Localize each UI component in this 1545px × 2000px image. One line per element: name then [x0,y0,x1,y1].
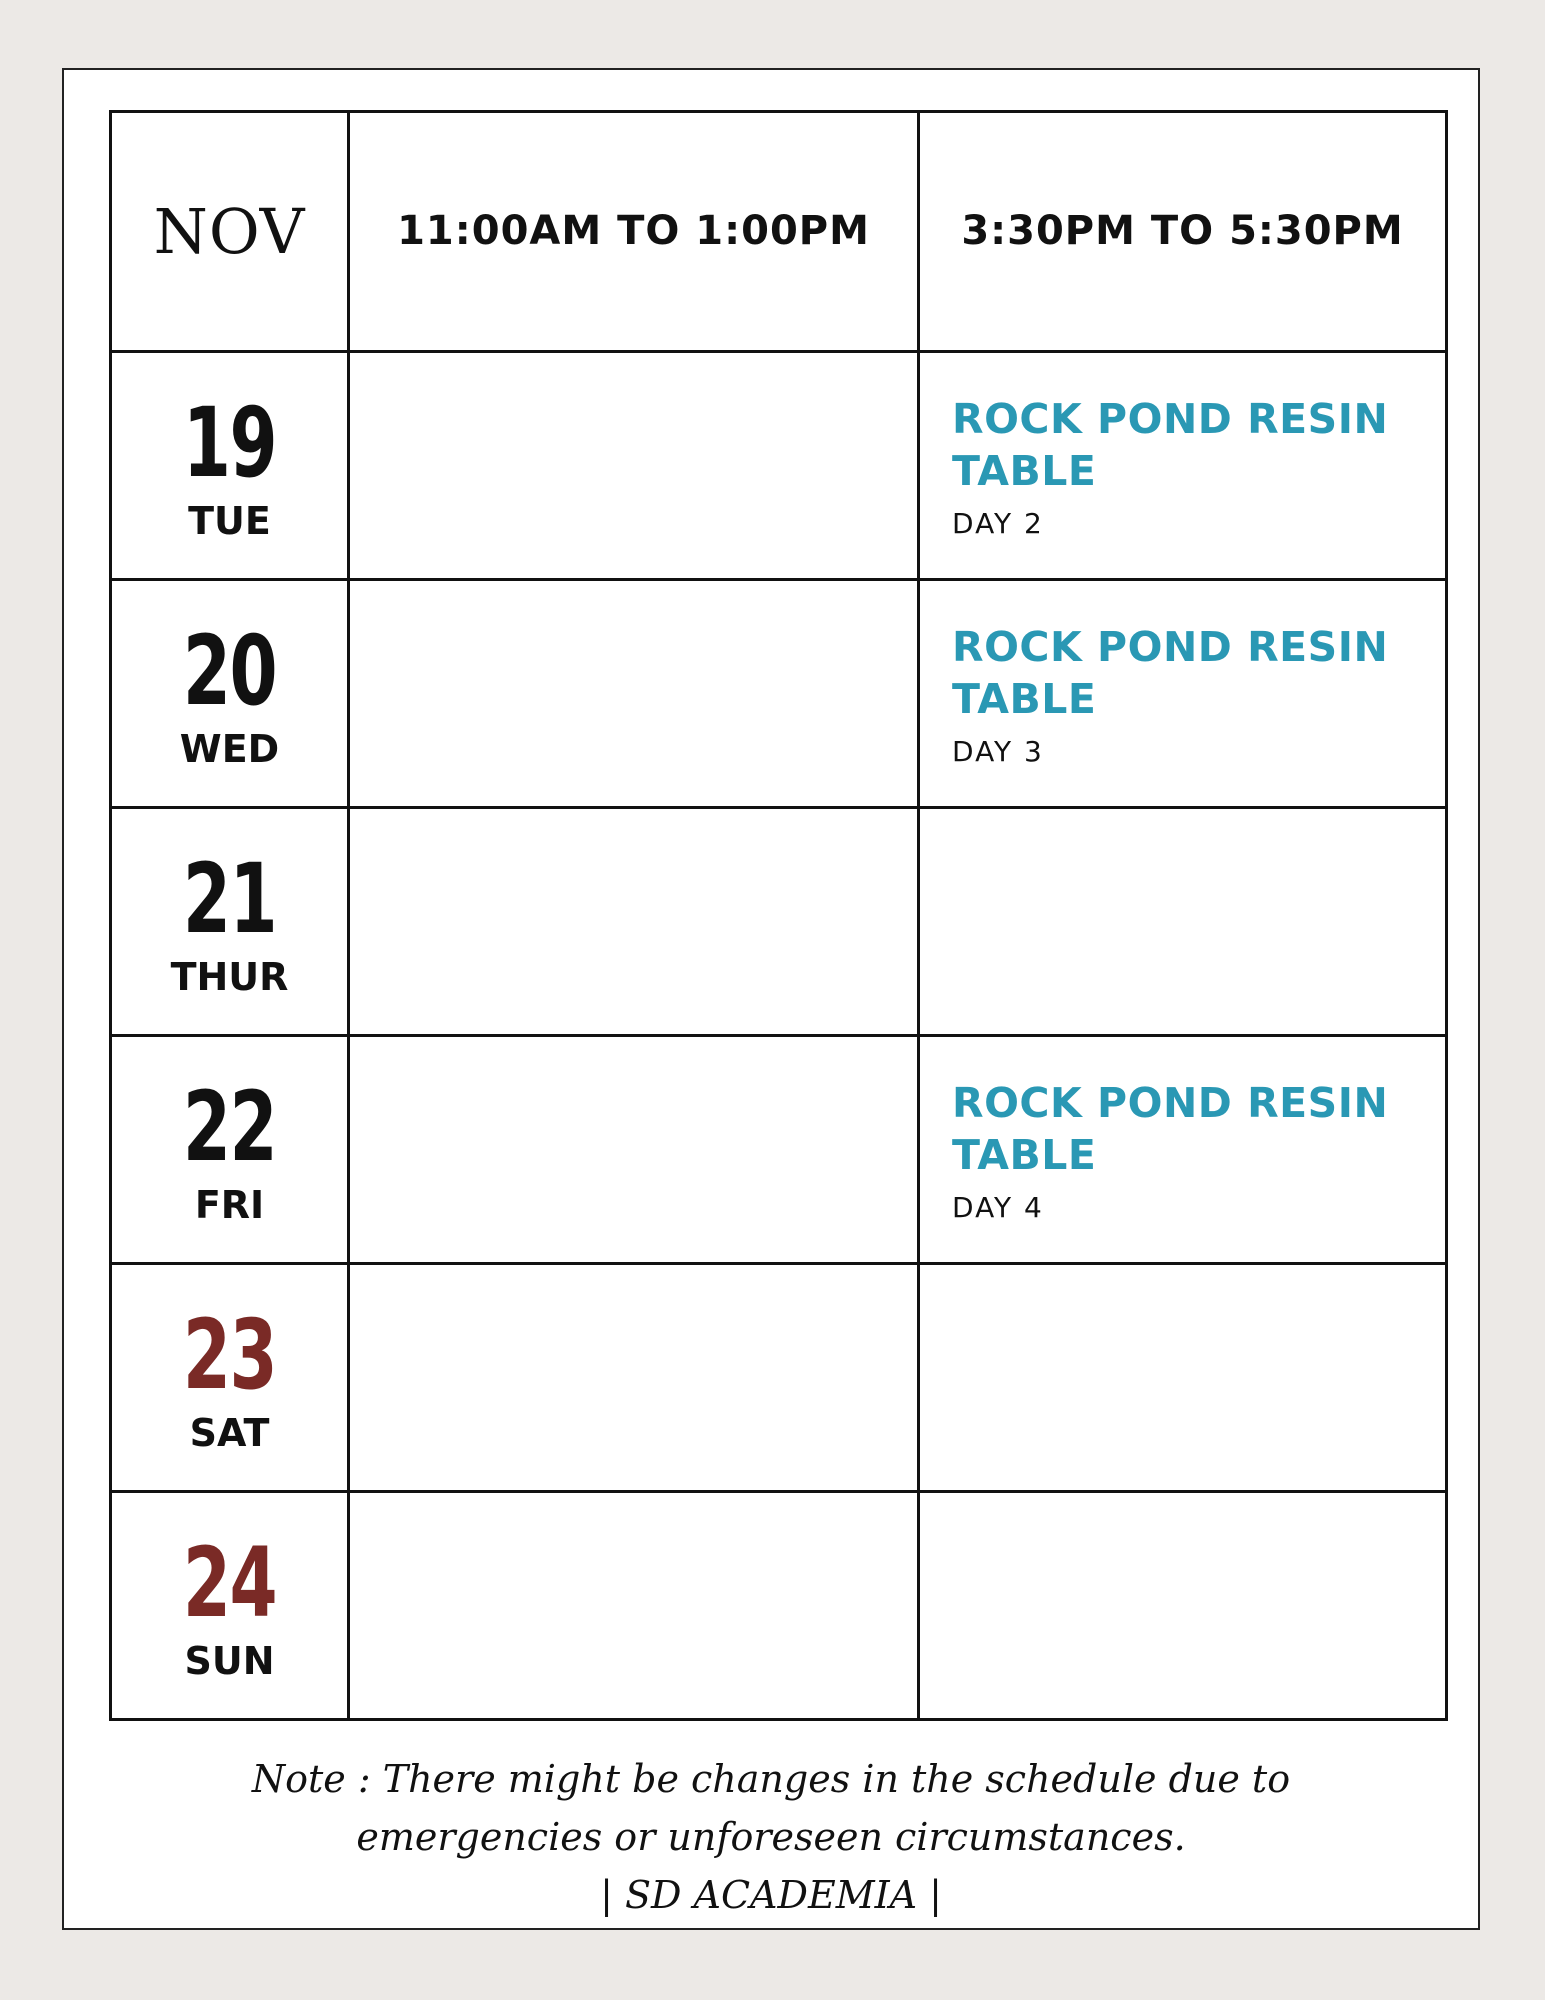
weekday-label: TUE [188,499,271,543]
am-slot-cell [349,1492,919,1720]
date-cell [111,352,349,580]
event [952,393,1425,541]
weekday-label: WED [179,727,280,771]
am-slot-cell [349,808,919,1036]
schedule-table [109,110,1448,1721]
event [952,1533,1425,1543]
event [952,621,1425,769]
event-day: DAY 3 [952,735,1044,768]
slot-1-label: 11:00AM TO 1:00PM [397,208,870,254]
day-row-23 [111,1264,1447,1492]
month-label: NOV [153,195,306,268]
event-title: ROCK POND RESIN TABLE [952,395,1389,495]
event [952,1077,1425,1225]
date-number: 22 [182,1071,277,1183]
date-number: 20 [182,615,277,727]
day-row-24 [111,1492,1447,1720]
event-day: DAY 4 [952,1191,1044,1224]
day-row-22 [111,1036,1447,1264]
event-title: ROCK POND RESIN TABLE [952,1079,1389,1179]
weekday-label: SAT [189,1411,270,1455]
event-title: ROCK POND RESIN TABLE [952,623,1389,723]
day-row-20 [111,580,1447,808]
header-row [111,112,1447,352]
slot-1-header [349,112,919,352]
weekday-label: THUR [170,955,289,999]
event [952,849,1425,859]
slot-2-label: 3:30PM TO 5:30PM [961,208,1404,254]
month-cell [111,112,349,352]
pm-slot-cell [919,352,1447,580]
weekday-label: SUN [184,1639,275,1683]
pm-slot-cell [919,580,1447,808]
date-number: 21 [182,843,277,955]
date-cell [111,808,349,1036]
date-cell [111,580,349,808]
pm-slot-cell [919,808,1447,1036]
date-cell [111,1492,349,1720]
schedule-page [62,68,1480,1930]
date-cell [111,1036,349,1264]
date-number: 23 [182,1299,277,1411]
am-slot-cell [349,352,919,580]
slot-2-header [919,112,1447,352]
am-slot-cell [349,580,919,808]
date-number: 19 [182,387,277,499]
am-slot-cell [349,1264,919,1492]
event-day: DAY 2 [952,507,1044,540]
schedule-note [64,1750,1478,1924]
note-line-2: emergencies or unforeseen circumstances. [356,1815,1186,1859]
pm-slot-cell [919,1264,1447,1492]
date-cell [111,1264,349,1492]
am-slot-cell [349,1036,919,1264]
note-line-1: Note : There might be changes in the schedule due to [251,1757,1291,1801]
pm-slot-cell [919,1036,1447,1264]
day-row-21 [111,808,1447,1036]
date-number: 24 [182,1527,277,1639]
weekday-label: FRI [194,1183,265,1227]
event [952,1305,1425,1315]
pm-slot-cell [919,1492,1447,1720]
note-signature: | SD ACADEMIA | [600,1873,942,1917]
day-row-19 [111,352,1447,580]
